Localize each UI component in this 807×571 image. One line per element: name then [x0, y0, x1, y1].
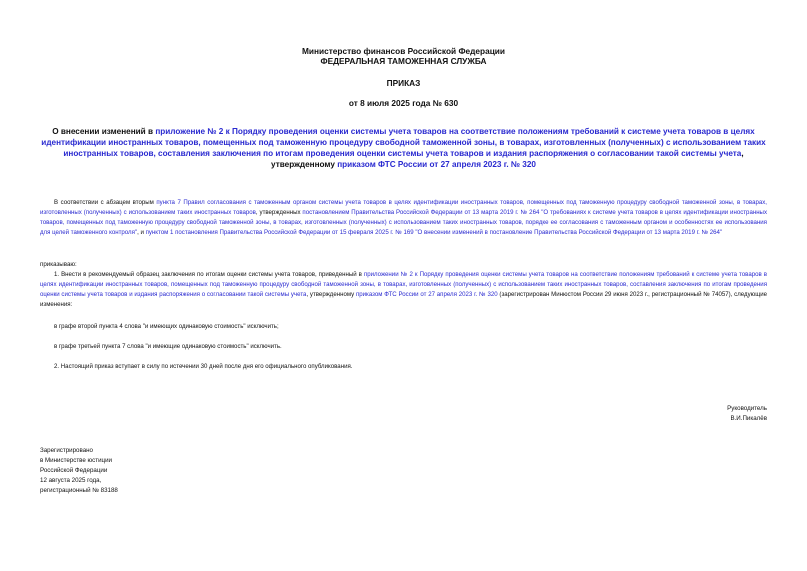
- preamble-paragraph: [40, 198, 767, 238]
- registration-line-5: регистрационный № 83188: [40, 487, 118, 494]
- document-title: [40, 126, 767, 170]
- preamble-text-2: , утвержденных: [255, 209, 303, 216]
- item-1-text-1: 1. Внести в рекомендуемый образец заключения по итогам оценки системы учета товаров, приведенный в: [54, 271, 364, 278]
- registration-line-1: Зарегистрировано: [40, 447, 93, 454]
- item-1-text-2: , утвержденному: [306, 291, 356, 298]
- preamble-link-rules[interactable]: пункта 7 Правил согласования с таможенным органом системы учета товаров в целях идентификации иностранных товаров, помещенных под таможенную процедуру свободной таможенной зоны, в товарах, изготовленных (полученных) с использованием таких иностранных товаров: [40, 199, 767, 216]
- registration-line-4: 12 августа 2025 года,: [40, 477, 102, 484]
- title-text-2: , утвержденному: [271, 149, 744, 169]
- preamble-link-decree-169[interactable]: пунктом 1 постановления Правительства Российской Федерации от 15 февраля 2025 г. № 169 "О внесении изменений в постановление Правительства Российской Федерации от 13 марта 2019 г. № 264": [145, 229, 723, 236]
- item-1-link-appendix[interactable]: приложении № 2 к Порядку проведения оценки системы учета товаров на соответствие положениям требований к системе учета товаров в целях идентификации иностранных товаров, помещенных под таможенную процедуру свободной таможенной зоны, в товарах, изготовленных (полученных) с использованием таких иностранных товаров, составления заключения по итогам проведения оценки системы учета товаров и издания распоряжения о согласовании такой системы учета: [40, 271, 767, 298]
- registration-line-3: Российской Федерации: [40, 467, 108, 474]
- title-link-appendix[interactable]: приложение № 2 к Порядку проведения оценки системы учета товаров на соответствие положениям требований к системе учета товаров в целях идентификации иностранных товаров, помещенных под таможенную процедуру свободной таможенной зоны, в товарах, изготовленных (полученных) с использованием таких иностранных товаров, составления заключения по итогам проведения оценки системы учета товаров и издания распоряжения о согласовании такой системы учета: [41, 127, 766, 158]
- item-2: 2. Настоящий приказ вступает в силу по истечении 30 дней после дня его официального опубликования.: [54, 363, 353, 370]
- title-text-1: О внесении изменений в: [52, 127, 156, 136]
- change-1: в графе второй пункта 4 слова "и имеющих одинаковую стоимость" исключить;: [54, 323, 279, 330]
- ministry-name: Министерство финансов Российской Федерации: [301, 46, 506, 56]
- item-1-link-order[interactable]: приказом ФТС России от 27 апреля 2023 г. № 320: [355, 291, 498, 298]
- registration-line-2: в Министерстве юстиции: [40, 457, 113, 464]
- title-link-order[interactable]: приказом ФТС России от 27 апреля 2023 г. № 320: [337, 160, 536, 169]
- preamble-text-3: , и: [137, 229, 146, 236]
- signature-name: В.И.Пикалёв: [730, 415, 767, 422]
- preamble-link-decree-264[interactable]: постановлением Правительства Российской Федерации от 13 марта 2019 г. № 264 "О требованиях к системе учета товаров в целях идентификации иностранных товаров, помещенных под таможенную процедуру свободной таможенной зоны, в товарах, изготовленных (полученных) с использованием таких иностранных товаров, порядке ее согласования с таможенным органом и особенностях ее использования для целей таможенного контроля": [40, 209, 767, 236]
- preamble-text-1: В соответствии с абзацем вторым: [54, 199, 157, 206]
- service-name: ФЕДЕРАЛЬНАЯ ТАМОЖЕННАЯ СЛУЖБА: [320, 56, 487, 66]
- signature-position: Руководитель: [727, 405, 767, 412]
- document-date-number: от 8 июля 2025 года № 630: [348, 98, 459, 108]
- document-type: ПРИКАЗ: [386, 78, 421, 88]
- item-1-text-3: (зарегистрирован Минюстом России 29 июня 2023 г., регистрационный № 74057), следующие изменения:: [40, 291, 768, 308]
- order-word: приказываю:: [40, 261, 77, 268]
- change-2: в графе третьей пункта 7 слова "и имеющие одинаковую стоимость" исключить.: [54, 343, 282, 350]
- item-1-paragraph: [40, 270, 767, 310]
